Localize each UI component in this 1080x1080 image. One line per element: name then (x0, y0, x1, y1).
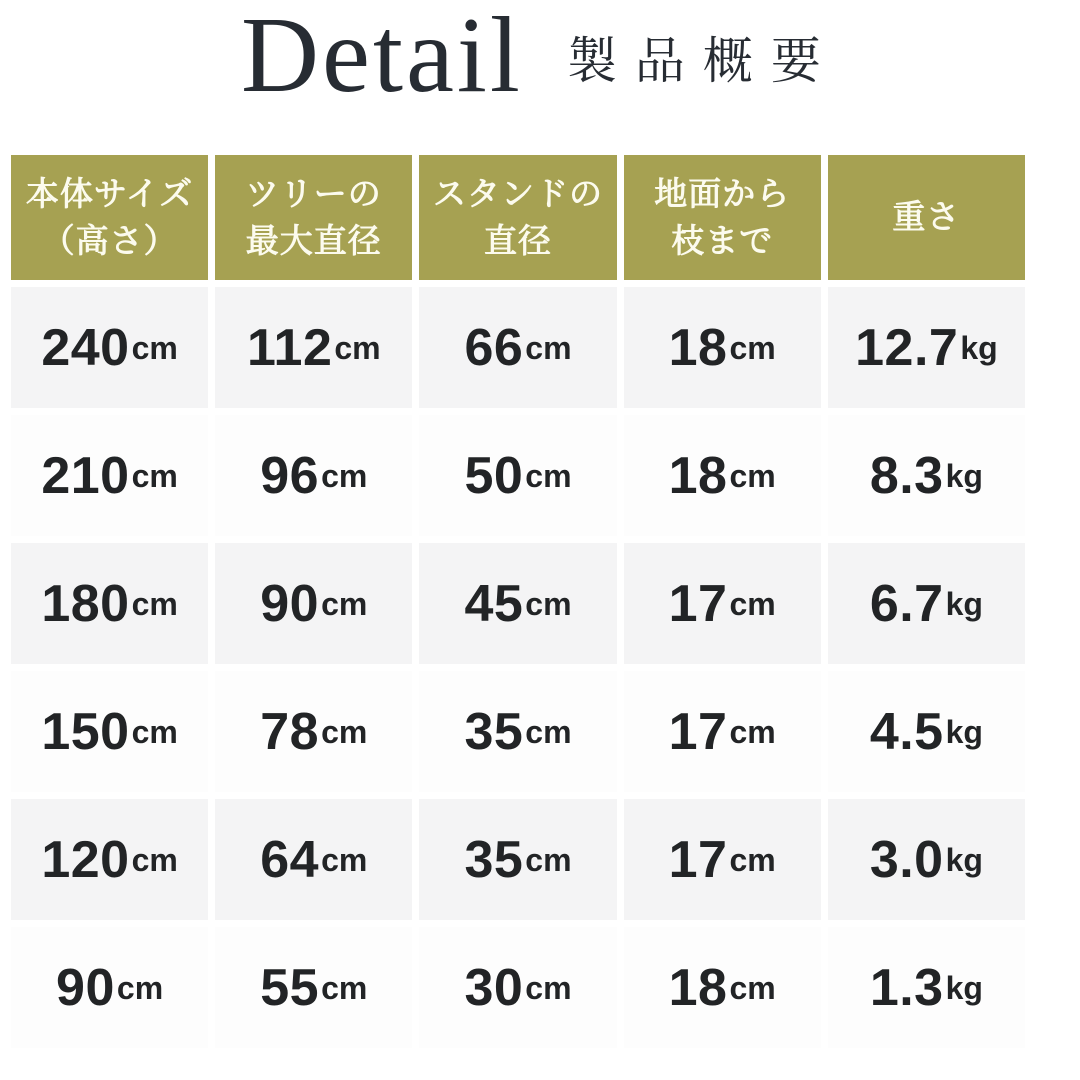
cell-value: 66 (464, 318, 524, 377)
cell-value: 18 (668, 446, 728, 505)
cell-value: 3.0 (869, 830, 944, 889)
cell-value: 17 (668, 574, 728, 633)
cell-unit: cm (729, 713, 776, 750)
column-header-body-height (11, 155, 208, 280)
cell-unit: cm (321, 841, 368, 878)
cell-value: 35 (464, 830, 524, 889)
table-cell (828, 287, 1025, 408)
cell-unit: cm (131, 329, 178, 366)
column-header-tree-max-diameter (215, 155, 412, 280)
cell-unit: kg (945, 713, 983, 750)
cell-unit: cm (525, 585, 572, 622)
table-cell (828, 671, 1025, 792)
table-cell (215, 287, 412, 408)
table-cell (215, 671, 412, 792)
cell-value: 90 (260, 574, 320, 633)
cell-value: 35 (464, 702, 524, 761)
table-cell (11, 927, 208, 1048)
table-cell (11, 415, 208, 536)
cell-unit: cm (321, 457, 368, 494)
table-cell (828, 415, 1025, 536)
cell-unit: cm (525, 713, 572, 750)
cell-value: 55 (260, 958, 320, 1017)
column-header-ground-to-branch (624, 155, 821, 280)
cell-value: 4.5 (869, 702, 944, 761)
cell-value: 112 (246, 318, 333, 377)
page-title: Detail (241, 0, 523, 115)
cell-unit: cm (131, 713, 178, 750)
table-cell (828, 543, 1025, 664)
cell-unit: cm (525, 969, 572, 1006)
table-cell (828, 927, 1025, 1048)
column-header-line: （高さ） (41, 221, 178, 259)
table-cell (419, 671, 616, 792)
column-header-line: スタンドの (432, 174, 603, 212)
cell-unit: kg (960, 329, 998, 366)
table-cell (11, 799, 208, 920)
cell-value: 12.7 (855, 318, 959, 377)
cell-unit: cm (729, 841, 776, 878)
table-cell (624, 287, 821, 408)
cell-value: 30 (464, 958, 524, 1017)
cell-unit: cm (525, 329, 572, 366)
cell-unit: cm (334, 329, 381, 366)
cell-value: 240 (41, 318, 130, 377)
table-cell (215, 799, 412, 920)
cell-unit: cm (321, 713, 368, 750)
cell-unit: cm (131, 585, 178, 622)
cell-unit: cm (525, 457, 572, 494)
table-cell (419, 799, 616, 920)
cell-unit: cm (321, 969, 368, 1006)
spec-table (11, 155, 1025, 1048)
cell-value: 6.7 (869, 574, 944, 633)
column-header-line: 最大直径 (245, 221, 382, 259)
column-header-line: 地面から (654, 174, 791, 212)
cell-value: 90 (56, 958, 115, 1017)
cell-unit: cm (131, 841, 178, 878)
page-header (0, 0, 1080, 115)
cell-value: 50 (464, 446, 524, 505)
column-header-line: 重さ (892, 198, 961, 236)
column-header-line: ツリーの (245, 174, 382, 212)
cell-unit: kg (945, 457, 983, 494)
table-cell (419, 543, 616, 664)
table-cell (11, 671, 208, 792)
cell-value: 1.3 (869, 958, 944, 1017)
table-cell (624, 415, 821, 536)
cell-unit: cm (525, 841, 572, 878)
table-cell (11, 543, 208, 664)
cell-value: 64 (260, 830, 320, 889)
cell-value: 18 (668, 318, 728, 377)
cell-value: 18 (668, 958, 728, 1017)
cell-value: 96 (260, 446, 320, 505)
table-cell (215, 415, 412, 536)
cell-value: 210 (41, 446, 130, 505)
cell-unit: cm (116, 969, 164, 1006)
table-cell (624, 671, 821, 792)
cell-unit: cm (131, 457, 178, 494)
cell-value: 8.3 (869, 446, 944, 505)
table-cell (624, 927, 821, 1048)
table-cell (419, 415, 616, 536)
table-cell (215, 927, 412, 1048)
cell-value: 17 (668, 702, 728, 761)
cell-unit: cm (729, 969, 776, 1006)
cell-unit: cm (321, 585, 368, 622)
cell-value: 150 (41, 702, 130, 761)
column-header-stand-diameter (419, 155, 616, 280)
table-cell (624, 799, 821, 920)
cell-unit: kg (945, 585, 983, 622)
cell-unit: kg (945, 841, 983, 878)
cell-unit: cm (729, 585, 776, 622)
cell-unit: kg (945, 969, 983, 1006)
table-cell (828, 799, 1025, 920)
page-subtitle: 製品概要 (566, 33, 839, 89)
table-cell (11, 287, 208, 408)
table-cell (624, 543, 821, 664)
cell-value: 45 (464, 574, 524, 633)
table-cell (215, 543, 412, 664)
table-cell (419, 287, 616, 408)
cell-value: 180 (41, 574, 130, 633)
cell-value: 17 (668, 830, 728, 889)
column-header-weight (828, 155, 1025, 280)
cell-value: 120 (41, 830, 130, 889)
column-header-line: 本体サイズ (25, 174, 194, 212)
cell-unit: cm (729, 329, 776, 366)
cell-unit: cm (729, 457, 776, 494)
column-header-line: 直径 (483, 221, 552, 259)
cell-value: 78 (260, 702, 320, 761)
column-header-line: 枝まで (671, 221, 774, 259)
table-cell (419, 927, 616, 1048)
